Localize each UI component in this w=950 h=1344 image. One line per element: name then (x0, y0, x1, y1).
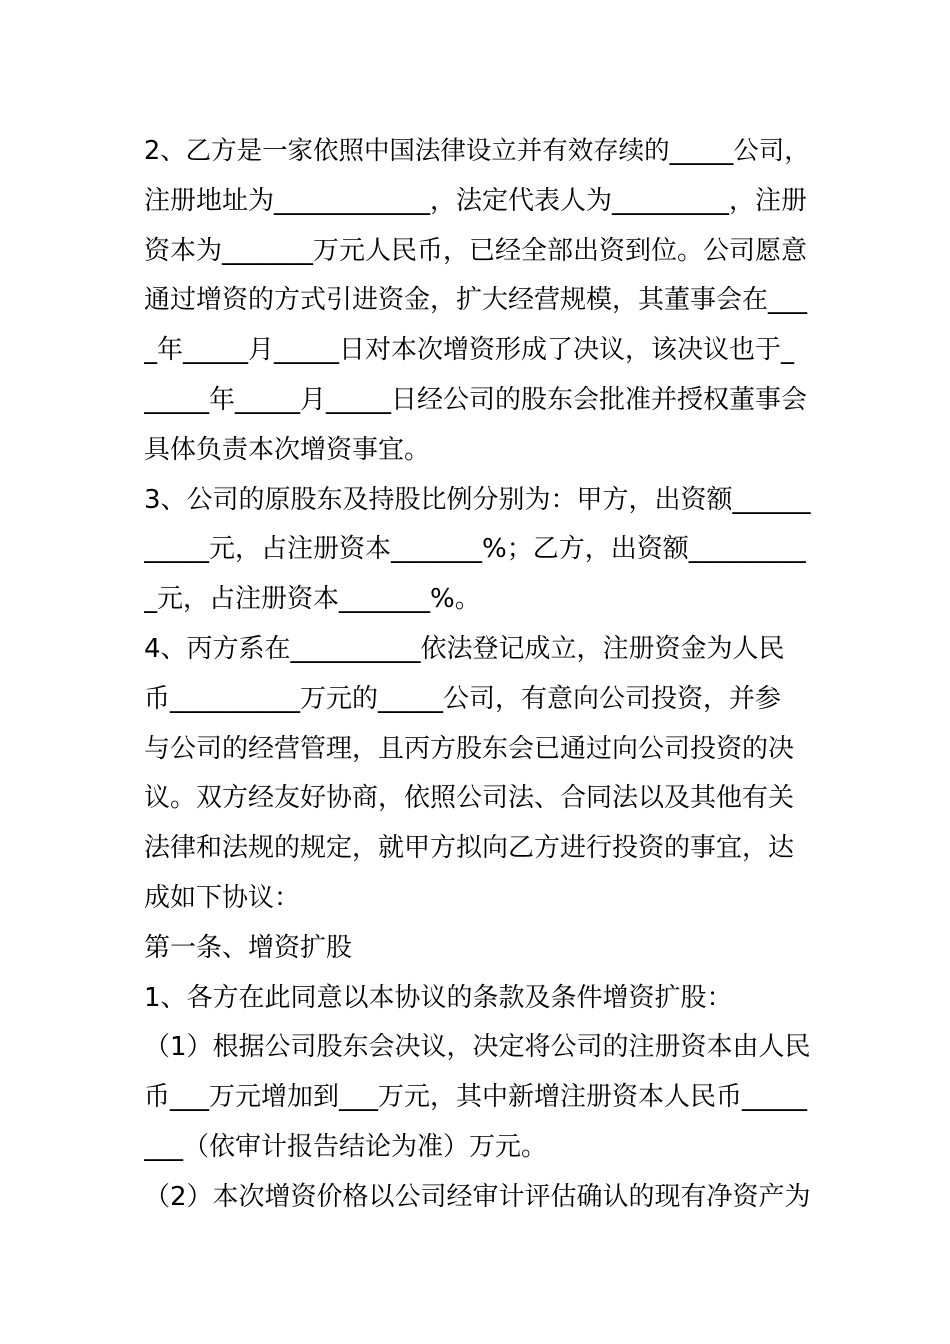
paragraph-2-line-5: _年_____月_____日对本次增资形成了决议，该决议也于_ (144, 335, 795, 366)
clause-1-item-1-line-1: （1）根据公司股东会决议，决定将公司的注册资本由人民 (144, 1032, 811, 1063)
paragraph-4-line-6: 成如下协议： (144, 882, 301, 913)
paragraph-2-line-1: 2、乙方是一家依照中国法律设立并有效存续的_____公司， (144, 136, 810, 166)
paragraph-3-line-1: 3、公司的原股东及持股比例分别为：甲方，出资额______ (144, 484, 811, 515)
paragraph-2-line-2: 注册地址为____________，法定代表人为_________，注册 (144, 185, 808, 216)
paragraph-2-line-3: 资本为_______万元人民币，已经全部出资到位。公司愿意 (144, 235, 808, 266)
clause-1-intro: 1、各方在此同意以本协议的条款及条件增资扩股： (144, 982, 733, 1013)
paragraph-2-line-4: 通过增资的方式引进资金，扩大经营规模，其董事会在___ (144, 285, 808, 316)
paragraph-2-line-6: _____年_____月_____日经公司的股东会批准并授权董事会 (144, 384, 808, 415)
paragraph-4-line-3: 与公司的经营管理，且丙方股东会已通过向公司投资的决 (144, 733, 795, 764)
clause-1-item-2-line-1: （2）本次增资价格以公司经审计评估确认的现有净资产为 (144, 1181, 811, 1212)
document-body (144, 127, 814, 1223)
paragraph-2-line-7: 具体负责本次增资事宜。 (144, 434, 431, 465)
paragraph-3-line-2: _____元，占注册资本_______%；乙方，出资额_________ (144, 534, 806, 565)
paragraph-4-line-1: 4、丙方系在__________依法登记成立，注册资金为人民 (144, 633, 785, 664)
clause-1-item-1-line-2: 币___万元增加到___万元，其中新增注册资本人民币_____ (144, 1082, 808, 1113)
paragraph-4-line-2: 币__________万元的_____公司，有意向公司投资，并参 (144, 683, 782, 714)
paragraph-4-line-4: 议。双方经友好协商，依照公司法、合同法以及其他有关 (144, 783, 795, 814)
article-1-heading: 第一条、增资扩股 (144, 932, 353, 963)
paragraph-3-line-3: _元，占注册资本_______%。 (144, 584, 481, 615)
paragraph-4-line-5: 法律和法规的规定，就甲方拟向乙方进行投资的事宜，达 (144, 833, 795, 864)
clause-1-item-1-line-3: ___（依审计报告结论为准）万元。 (144, 1131, 548, 1162)
